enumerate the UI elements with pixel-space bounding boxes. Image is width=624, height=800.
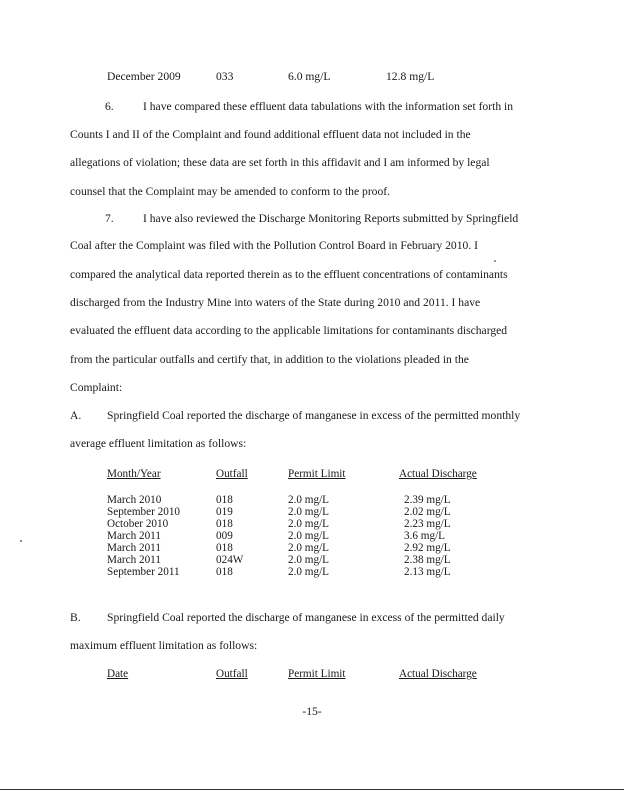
top-row-limit: 6.0 mg/L — [288, 70, 331, 83]
cell-actual-discharge: 2.39 mg/L — [404, 494, 451, 506]
cell-actual-discharge: 2.92 mg/L — [404, 542, 451, 554]
page-number: -15- — [302, 705, 322, 718]
cell-actual-discharge: 2.23 mg/L — [404, 518, 451, 530]
para7-line: from the particular outfalls and certify that, in addition to the violations pleaded in the — [70, 353, 469, 366]
top-row-discharge: 12.8 mg/L — [386, 70, 435, 83]
cell-outfall: 019 — [216, 506, 233, 518]
top-row-outfall: 033 — [216, 70, 234, 83]
cell-permit-limit: 2.0 mg/L — [288, 542, 330, 554]
cell-month-year: September 2011 — [107, 566, 180, 578]
para6-line: Counts I and II of the Complaint and found additional effluent data not included in the — [70, 128, 471, 141]
table-row — [107, 554, 507, 566]
table-row — [107, 494, 507, 506]
table-row — [107, 518, 507, 530]
col-header-date: Date — [107, 668, 129, 680]
cell-actual-discharge: 2.38 mg/L — [404, 554, 451, 566]
table-row — [107, 506, 507, 518]
col-header-outfall: Outfall — [216, 468, 248, 480]
para7-line: I have also reviewed the Discharge Monitoring Reports submitted by Springfield — [143, 212, 519, 225]
table-row — [107, 530, 507, 542]
para6-line: allegations of violation; these data are set forth in this affidavit and I am informed by legal — [70, 156, 490, 169]
table-header-row — [107, 668, 507, 680]
cell-outfall: 018 — [216, 494, 233, 506]
cell-outfall: 024W — [216, 554, 244, 566]
para7-line: evaluated the effluent data according to the applicable limitations for contaminants discharged — [70, 324, 508, 337]
table-row — [107, 542, 507, 554]
col-header-outfall: Outfall — [216, 668, 248, 680]
scan-speck — [494, 260, 496, 262]
table-header-row — [107, 468, 507, 494]
table-row — [107, 566, 507, 578]
col-header-permit-limit: Permit Limit — [288, 668, 346, 680]
para7-line: Complaint: — [70, 381, 123, 394]
cell-permit-limit: 2.0 mg/L — [288, 494, 330, 506]
para6-line: counsel that the Complaint may be amended to conform to the proof. — [70, 185, 391, 198]
cell-month-year: March 2011 — [107, 542, 161, 554]
cell-permit-limit: 2.0 mg/L — [288, 506, 330, 518]
cell-month-year: September 2010 — [107, 506, 181, 518]
cell-outfall: 018 — [216, 542, 233, 554]
sectionA-letter: A. — [70, 409, 82, 422]
cell-month-year: March 2011 — [107, 554, 161, 566]
page-bottom-rule — [0, 789, 624, 790]
sectionA-line: Springfield Coal reported the discharge of manganese in excess of the permitted monthly — [107, 409, 521, 422]
col-header-permit-limit: Permit Limit — [288, 468, 346, 480]
para7-line: discharged from the Industry Mine into waters of the State during 2010 and 2011. I have — [70, 296, 481, 309]
sectionA-line: average effluent limitation as follows: — [70, 437, 247, 450]
cell-actual-discharge: 3.6 mg/L — [404, 530, 446, 542]
cell-outfall: 018 — [216, 518, 233, 530]
col-header-actual-discharge: Actual Discharge — [399, 668, 477, 680]
cell-actual-discharge: 2.13 mg/L — [404, 566, 451, 578]
scan-speck — [20, 540, 22, 542]
cell-outfall: 009 — [216, 530, 233, 542]
para6-line: I have compared these effluent data tabulations with the information set forth in — [143, 100, 514, 113]
para7-number: 7. — [105, 212, 114, 225]
top-row-date: December 2009 — [107, 70, 181, 83]
para7-line: compared the analytical data reported therein as to the effluent concentrations of contaminants — [70, 268, 508, 281]
cell-month-year: March 2010 — [107, 494, 162, 506]
sectionB-table — [107, 668, 507, 680]
cell-month-year: October 2010 — [107, 518, 169, 530]
cell-permit-limit: 2.0 mg/L — [288, 566, 330, 578]
sectionB-line: maximum effluent limitation as follows: — [70, 639, 258, 652]
col-header-actual-discharge: Actual Discharge — [399, 468, 477, 480]
sectionA-table — [107, 468, 507, 578]
para7-line: Coal after the Complaint was filed with the Pollution Control Board in February 2010. I — [70, 239, 478, 252]
para6-number: 6. — [105, 100, 114, 113]
cell-permit-limit: 2.0 mg/L — [288, 530, 330, 542]
cell-outfall: 018 — [216, 566, 233, 578]
col-header-month-year: Month/Year — [107, 468, 161, 480]
cell-permit-limit: 2.0 mg/L — [288, 554, 330, 566]
cell-actual-discharge: 2.02 mg/L — [404, 506, 451, 518]
sectionB-line: Springfield Coal reported the discharge of manganese in excess of the permitted daily — [107, 611, 505, 624]
cell-month-year: March 2011 — [107, 530, 161, 542]
sectionB-letter: B. — [70, 611, 81, 624]
cell-permit-limit: 2.0 mg/L — [288, 518, 330, 530]
